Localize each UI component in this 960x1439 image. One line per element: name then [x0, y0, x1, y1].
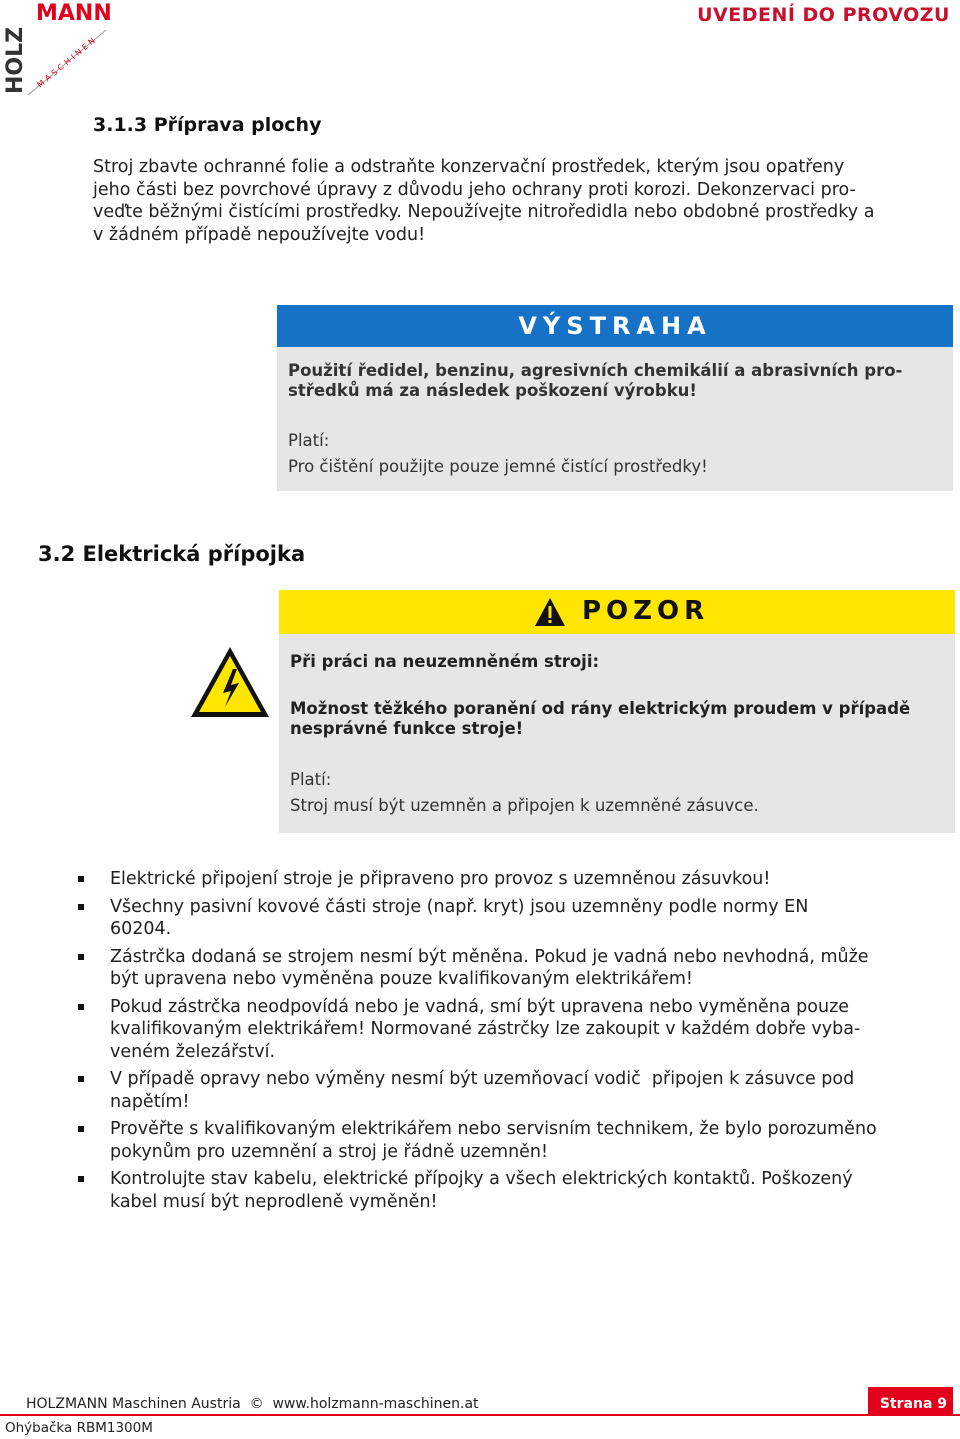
list-item: Kontrolujte stav kabelu, elektrické přípojky a všech elektrických kontaktů. Poškozený kabel musí být neprodleně vyměněn!: [78, 1168, 958, 1213]
intro-line: veďte běžnými čistícími prostředky. Nepoužívejte nitroředidla nebo obdobné prostředky a: [93, 202, 875, 222]
intro-line: jeho části bez povrchové úpravy z důvodu jeho ochrany proti korozi. Dekonzervaci pro-: [93, 179, 856, 200]
bullet-icon: [78, 876, 84, 882]
footer-divider: [0, 1414, 960, 1416]
electric-shock-icon: [189, 645, 271, 719]
caution-subtitle: Při práci na neuzemněném stroji:: [290, 652, 600, 671]
bullet-icon: [78, 954, 84, 960]
caution-box: [279, 590, 955, 833]
caution-text: [290, 699, 950, 739]
page-number-badge: Strana 9: [868, 1387, 953, 1414]
warning-text-line: středků má za následek poškození výrobku!: [288, 381, 697, 400]
intro-line: Stroj zbavte ochranné folie a odstraňte konzervační prostředek, kterým jsou opatřeny: [93, 157, 845, 177]
footer-product: Ohýbačka RBM1300M: [5, 1420, 153, 1436]
list-item: Pokud zástrčka neodpovídá nebo je vadná, smí být upravena nebo vyměněna pouze kvalifikovaným elektrikářem! Normované zástrčky lze zakoupit v každém dobře vyba- veném železářství.: [78, 996, 958, 1064]
bullet-icon: [78, 904, 84, 910]
footer-company: HOLZMANN Maschinen Austria © www.holzmann-maschinen.at: [26, 1396, 479, 1412]
section-heading-32: 3.2 Elektrická přípojka: [38, 542, 306, 566]
bullet-icon: [78, 1004, 84, 1010]
list-item: Zástrčka dodaná se strojem nesmí být měněna. Pokud je vadná nebo nevhodná, může být upravena nebo vyměněna pouze kvalifikovaným elektrikářem!: [78, 946, 958, 991]
warning-box: [277, 305, 953, 491]
bullet-list: [78, 868, 958, 1218]
warning-valid-text: Pro čištění použijte pouze jemné čistící prostředky!: [288, 457, 708, 476]
caution-valid-label: Platí:: [290, 770, 332, 789]
caution-text-line: Možnost těžkého poranění od rány elektrickým proudem v případě: [290, 699, 911, 718]
logo-holz-text: HOLZ: [3, 26, 28, 94]
intro-line: v žádném případě nepoužívejte vodu!: [93, 224, 426, 245]
list-item: Všechny pasivní kovové části stroje (např. kryt) jsou uzemněny podle normy EN 60204.: [78, 896, 958, 941]
bullet-icon: [78, 1176, 84, 1182]
list-item: Prověřte s kvalifikovaným elektrikářem nebo servisním technikem, že bylo porozuměno pokynům pro uzemnění a stroj je řádně uzemněn!: [78, 1118, 958, 1163]
list-item: V případě opravy nebo výměny nesmí být uzemňovací vodič připojen k zásuvce pod napětím!: [78, 1068, 958, 1113]
caution-valid-text: Stroj musí být uzemněn a připojen k uzemněné zásuvce.: [290, 796, 759, 815]
warning-triangle-icon: [534, 597, 566, 627]
warning-text-line: Použití ředidel, benzinu, agresivních chemikálií a abrasivních pro-: [288, 361, 903, 380]
intro-paragraph: [93, 156, 955, 246]
warning-valid-label: Platí:: [288, 431, 330, 450]
list-item: Elektrické připojení stroje je připraveno pro provoz s uzemněnou zásuvkou!: [78, 868, 958, 891]
bullet-icon: [78, 1076, 84, 1082]
logo-mann-text: MANN: [36, 1, 112, 26]
caution-title: POZOR: [582, 596, 710, 626]
bullet-icon: [78, 1126, 84, 1132]
logo-maschinen-text: MASCHINEN: [35, 34, 100, 90]
warning-title: VÝSTRAHA: [277, 305, 953, 347]
holzmann-logo: [0, 0, 112, 100]
caution-text-line: nesprávné funkce stroje!: [290, 719, 524, 738]
section-heading-313: 3.1.3 Příprava plochy: [93, 114, 322, 136]
page-section-title: UVEDENÍ DO PROVOZU: [697, 4, 950, 26]
warning-text: [288, 361, 938, 401]
